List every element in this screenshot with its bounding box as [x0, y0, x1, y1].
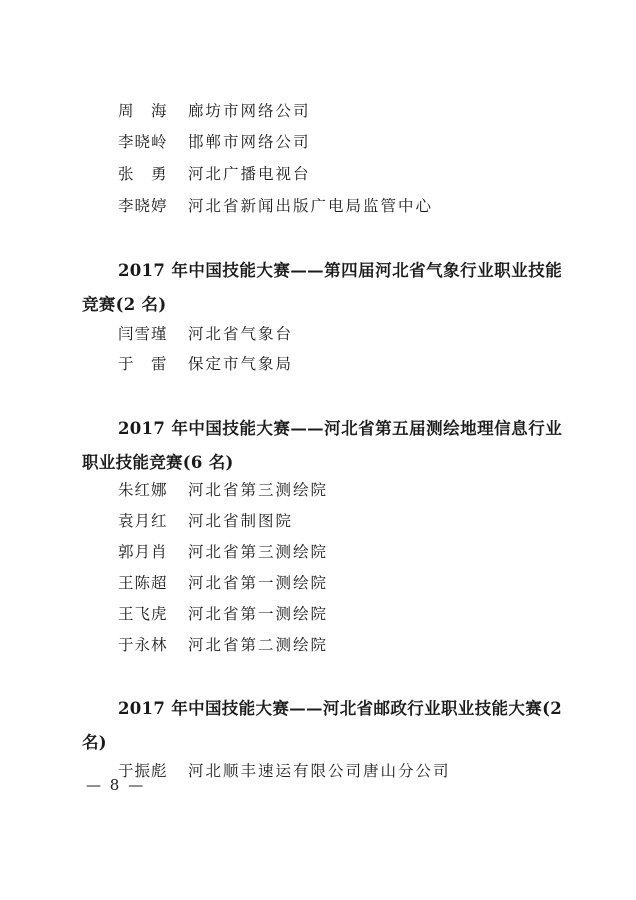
- list-item: [118, 540, 328, 564]
- organization-name: 河北省第三测绘院: [188, 543, 329, 561]
- section-heading: [82, 412, 562, 480]
- organization-name: 保定市气象局: [188, 355, 294, 373]
- list-item: [118, 162, 311, 186]
- page-number: — 8 —: [86, 776, 146, 794]
- person-name: 王陈超: [118, 574, 168, 592]
- section-heading-line: 2017 年中国技能大赛——河北省邮政行业职业技能大赛(2: [118, 699, 562, 718]
- section-heading: [82, 254, 562, 322]
- person-name: 张 勇: [118, 165, 168, 183]
- person-name: 李晓岭: [118, 133, 168, 151]
- section-heading-line: 2017 年中国技能大赛——第四届河北省气象行业职业技能: [118, 261, 562, 280]
- person-name: 郭月肖: [118, 543, 168, 561]
- organization-name: 河北广播电视台: [188, 165, 311, 183]
- list-item: [118, 194, 433, 218]
- list-item: [118, 322, 293, 346]
- person-name: 于振彪: [118, 762, 168, 780]
- organization-name: 河北省第一测绘院: [188, 574, 329, 592]
- person-name: 袁月红: [118, 512, 168, 530]
- person-name: 李晓婷: [118, 197, 168, 215]
- list-item: [118, 602, 328, 626]
- list-item: [118, 759, 451, 783]
- organization-name: 河北省制图院: [188, 512, 294, 530]
- section-heading: [82, 692, 562, 760]
- list-item: [118, 478, 328, 502]
- section-heading-line: 名): [82, 733, 107, 752]
- organization-name: 河北省第三测绘院: [188, 481, 329, 499]
- person-name: 王飞虎: [118, 605, 168, 623]
- organization-name: 河北省第一测绘院: [188, 605, 329, 623]
- person-name: 于 雷: [118, 355, 168, 373]
- section-heading-line: 职业技能竞赛(6 名): [82, 453, 234, 472]
- organization-name: 河北顺丰速运有限公司唐山分公司: [188, 762, 451, 780]
- list-item: [118, 633, 328, 657]
- list-item: [118, 99, 311, 123]
- section-heading-line: 竞赛(2 名): [82, 295, 167, 314]
- person-name: 闫雪瑾: [118, 325, 168, 343]
- list-item: [118, 130, 311, 154]
- organization-name: 邯郸市网络公司: [188, 133, 311, 151]
- organization-name: 河北省第二测绘院: [188, 636, 329, 654]
- organization-name: 河北省气象台: [188, 325, 294, 343]
- person-name: 于永林: [118, 636, 168, 654]
- organization-name: 廊坊市网络公司: [188, 102, 311, 120]
- person-name: 朱红娜: [118, 481, 168, 499]
- list-item: [118, 509, 293, 533]
- list-item: [118, 571, 328, 595]
- organization-name: 河北省新闻出版广电局监管中心: [188, 197, 434, 215]
- list-item: [118, 352, 293, 376]
- person-name: 周 海: [118, 102, 168, 120]
- section-heading-line: 2017 年中国技能大赛——河北省第五届测绘地理信息行业: [118, 419, 562, 438]
